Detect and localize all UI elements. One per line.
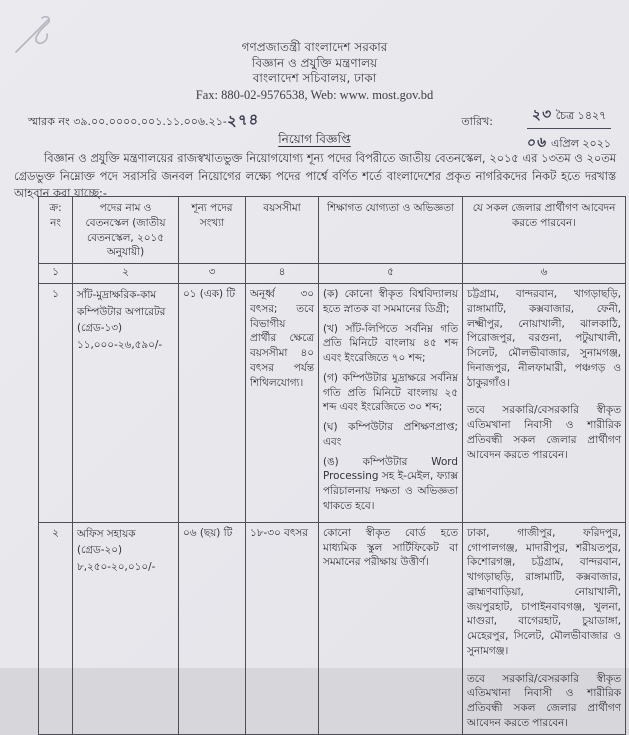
- date-label: তারিখ:: [461, 115, 493, 128]
- col-header-qualification: শিক্ষাগত যোগ্যতা ও অভিজ্ঞতা: [319, 197, 463, 264]
- post-grade: (গ্রেড-২০): [77, 544, 123, 557]
- col-header-post: পদের নাম ও বেতনস্কেল (জাতীয় বেতনস্কেল, ২০১৫ অনুযায়ী): [73, 197, 179, 264]
- post-name-line: অফিস সহায়ক: [77, 527, 136, 540]
- cell-vacancy-count: ০১ (এক) টি: [179, 284, 246, 523]
- qualification-item: (ঙ) কম্পিউটার Word Processing সহ ই-মেইল, ফ্যাক্স পরিচালনায় দক্ষতা ও অভিজ্ঞতা থাকতে হবে।: [323, 455, 458, 513]
- table-row: [39, 522, 626, 734]
- date-bangla: [527, 103, 611, 129]
- notice-title: নিয়োগ বিজ্ঞপ্তি: [278, 132, 351, 146]
- cell-vacancy-count: ০৬ (ছয়) টি: [179, 522, 246, 734]
- post-pay-scale: ৮,২৫০-২০,০১০/-: [77, 561, 156, 574]
- date-gregorian-day-handwritten: ০৬: [526, 134, 548, 152]
- table-header-row: [39, 197, 626, 264]
- qualification-item: (ক) কোনো স্বীকৃত বিশ্ববিদ্যালয় হতে স্নাতক বা সমমানের ডিগ্রী;: [323, 288, 458, 315]
- date-gregorian-printed: এপ্রিল ২০২১: [550, 137, 611, 150]
- secretariat-address: বাংলাদেশ সচিবালয়, ঢাকা: [252, 71, 377, 85]
- post-name-line: সাঁট-মুদ্রাক্ষরিক-কাম: [77, 289, 157, 302]
- col-header-age: বয়সসীমা: [246, 197, 319, 264]
- col-header-districts: যে সকল জেলার প্রার্থীগণ আবেদন করতে পারবেন।: [463, 197, 626, 264]
- cell-qualifications: [319, 522, 463, 734]
- column-number: ৬: [463, 264, 626, 284]
- column-number: ৫: [319, 264, 463, 284]
- col-header-serial: ক্র: নং: [39, 197, 73, 264]
- government-name: গণপ্রজাতন্ত্রী বাংলাদেশ সরকার: [241, 40, 388, 54]
- cell-serial: ২: [39, 522, 73, 734]
- table-row: [39, 284, 626, 523]
- letterhead: [0, 40, 629, 103]
- recruitment-table: [38, 196, 626, 735]
- column-number: ২: [73, 264, 179, 284]
- col-header-vacancy: শূন্য পদের সংখ্যা: [179, 197, 246, 264]
- contact-line: Fax: 880-02-9576538, Web: www. most.gov.bd: [195, 87, 434, 102]
- qualification-item: (খ) সাঁট-লিপিতে সর্বনিম্ন গতি প্রতি মিনিটে বাংলায় ৪৫ শব্দ এবং ইংরেজিতে ৭০ শব্দ;: [323, 322, 458, 365]
- memo-number-printed: স্মারক নং ৩৯.০০.০০০০.০০১.১১.০০৬.২১-: [28, 115, 227, 128]
- column-number: ৪: [246, 264, 319, 284]
- post-grade: (গ্রেড-১৩): [77, 322, 123, 335]
- cell-post-name: [73, 522, 179, 734]
- qualification-item: কোনো স্বীকৃত বোর্ড হতে মাধ্যমিক স্কুল সার্টিফিকেট বা সমমানের পরীক্ষায় উত্তীর্ণ।: [323, 526, 458, 569]
- memo-number-handwritten: ২৭৪: [226, 110, 260, 130]
- cell-age-limit: ১৮-৩০ বৎসর: [246, 522, 319, 734]
- cell-serial: ১: [39, 284, 73, 523]
- column-number: ৩: [179, 264, 246, 284]
- post-pay-scale: ১১,০০০-২৬,৫৯০/-: [77, 338, 163, 351]
- cell-eligible-districts: [463, 522, 626, 734]
- cell-qualifications: [319, 284, 463, 523]
- districts-note: তবে সরকারি/বেসরকারি স্বীকৃত এতিমখানা নিবাসী ও শারীরিক প্রতিবন্ধী সকল জেলার প্রার্থীগণ আবেদন করতে পারবেন।: [467, 672, 621, 729]
- cell-age-limit: অনূর্ধ্ব ৩০ বৎসর; তবে বিভাগীয় প্রার্থীর ক্ষেত্রে বয়সসীমা ৪০ বৎসর পর্যন্ত শিথিলযোগ্য।: [246, 284, 319, 523]
- column-number: ১: [39, 264, 73, 284]
- cell-eligible-districts: [463, 284, 626, 523]
- post-name-line: কম্পিউটার অপারেটর: [77, 305, 166, 318]
- qualification-item: (ঘ) কম্পিউটার প্রশিক্ষণপ্রাপ্ত; এবং: [323, 421, 458, 448]
- date-bangla-day-handwritten: ২৩: [531, 106, 553, 124]
- date-bangla-printed: চৈত্র ১৪২৭: [555, 109, 607, 122]
- ministry-name: বিজ্ঞান ও প্রযুক্তি মন্ত্রণালয়: [251, 55, 378, 70]
- districts-list: চট্টগ্রাম, বান্দরবান, খাগড়াছড়ি, রাঙ্গামাটি, কক্সবাজার, ফেনী, লক্ষ্মীপুর, নোয়াখালী, ঝালকাঠি, পিরোজপুর, বরগুনা, পটুয়াখালী, সিলেট, মৌলভীবাজার, সুনামগঞ্জ, দিনাজপুর, নীলফামারী, পঞ্চগড় ও ঠাকুরগাঁও।: [467, 288, 621, 389]
- qualification-item: (গ) কম্পিউটার মুদ্রাক্ষরে সর্বনিম্ন গতি প্রতি মিনিটে বাংলায় ২৫ শব্দ এবং ইংরেজিতে ৩০ শব্দ;: [323, 371, 458, 414]
- districts-note: তবে সরকারি/বেসরকারি স্বীকৃত এতিমখানা নিবাসী ও শারীরিক প্রতিবন্ধী সকল জেলার প্রার্থীগণ আবেদন করতে পারবেন।: [467, 404, 621, 461]
- intro-paragraph: বিজ্ঞান ও প্রযুক্তি মন্ত্রণালয়ের রাজস্বখাতভুক্ত নিয়োগযোগ্য শূন্য পদের বিপরীতে জাতীয় বেতনস্কেল, ২০১৫ এর ১৩তম ও ২০তম গ্রেডভুক্ত নিম্নোক্ত পদে সরাসরি জনবল নিয়োগের লক্ষ্যে পদের পার্শ্বে বর্ণিত শর্তে বাংলাদেশের প্রকৃত নাগরিকদের নিকট হতে দরখাস্ত আহবান করা যাচ্ছে:-: [14, 152, 616, 200]
- districts-list: ঢাকা, গাজীপুর, ফরিদপুর, গোপালগঞ্জ, মাদারীপুর, শরীয়তপুর, কিশোরগঞ্জ, চট্টগ্রাম, বান্দরবান, খাগড়াছড়ি, রাঙ্গামাটি, কক্সবাজার, ব্রাহ্মণবাড়িয়া, নোয়াখালী, জয়পুরহাট, চাপাইনবাবগঞ্জ, খুলনা, মাগুরা, বাগেরহাট, চুয়াডাঙ্গা, মেহেরপুর, সিলেট, মৌলভীবাজার ও সুনামগঞ্জ।: [467, 526, 621, 657]
- column-number-row: [39, 264, 626, 284]
- cell-post-name: [73, 284, 179, 523]
